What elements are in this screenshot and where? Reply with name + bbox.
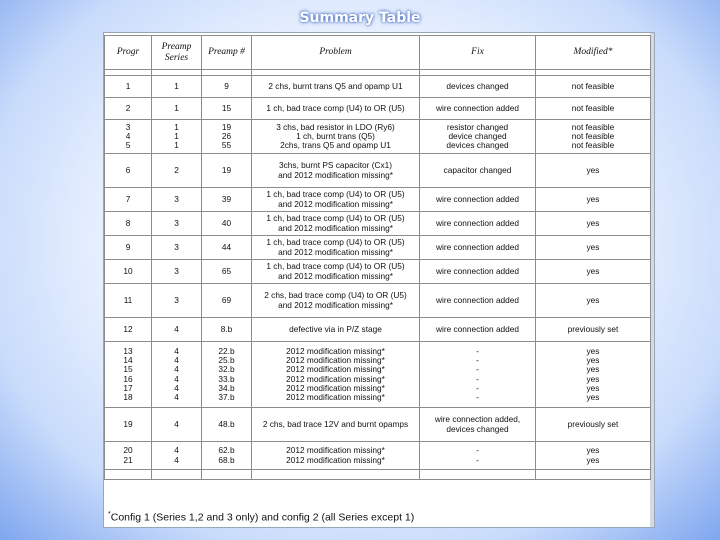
cell-modified (536, 408, 651, 442)
cell-series (152, 342, 202, 408)
cell-problem (252, 442, 420, 470)
table-row (105, 442, 651, 470)
problem-line: 1 ch, bad trace comp (U4) to OR (U5) (266, 189, 405, 200)
progr-line: 7 (125, 193, 131, 204)
modified-line: yes (586, 217, 600, 228)
cell-progr (105, 76, 152, 98)
header-progr: Progr (105, 36, 152, 70)
series-line: 1 (174, 121, 179, 132)
preamp-line: 34.b (218, 382, 235, 393)
table-row (105, 408, 651, 442)
fix-line: wire connection added (435, 294, 520, 305)
cell-modified (536, 98, 651, 120)
problem-line: 2chs, trans Q5 and opamp U1 (280, 140, 391, 151)
modified-line: not feasible (571, 121, 615, 132)
problem-line: 1 ch, bad trace comp (U4) to OR (U5) (266, 102, 405, 113)
fix-line: - (476, 354, 479, 365)
problem-line: and 2012 modification missing* (278, 222, 393, 233)
cell-progr (105, 98, 152, 120)
problem-line: 1 ch, burnt trans (Q5) (296, 130, 375, 141)
cell-preamp (202, 284, 252, 318)
cell-problem (252, 260, 420, 284)
table-row (105, 120, 651, 154)
table-body (105, 70, 651, 480)
problem-line: 2 chs, burnt trans Q5 and opamp U1 (268, 80, 403, 91)
modified-line: yes (586, 193, 600, 204)
header-row (105, 36, 651, 70)
cell-problem (252, 120, 420, 154)
series-line: 4 (174, 345, 179, 356)
fix-line: - (476, 345, 479, 356)
problem-line: 2012 modification missing* (286, 392, 385, 403)
preamp-line: 9 (224, 80, 229, 91)
series-line: 4 (174, 364, 179, 375)
cell-progr (105, 342, 152, 408)
problem-line: 1 ch, bad trace comp (U4) to OR (U5) (266, 237, 405, 248)
preamp-line: 37.b (218, 392, 235, 403)
preamp-line: 25.b (218, 354, 235, 365)
cell-preamp (202, 260, 252, 284)
modified-line: not feasible (571, 130, 615, 141)
cell-preamp (202, 318, 252, 342)
progr-line: 19 (123, 418, 133, 429)
cell-progr (105, 408, 152, 442)
progr-line: 9 (125, 241, 131, 252)
cell-series (152, 260, 202, 284)
cell-progr (105, 212, 152, 236)
series-line: 3 (174, 241, 179, 252)
series-line: 4 (174, 323, 179, 334)
fix-line: - (476, 373, 479, 384)
modified-line: yes (586, 454, 600, 465)
footnote-text: Config 1 (Series 1,2 and 3 only) and config 2 (all Series except 1) (110, 511, 415, 524)
cell-series (152, 76, 202, 98)
series-line: 4 (174, 373, 179, 384)
progr-line: 17 (123, 382, 133, 393)
spacer-cell (152, 470, 202, 480)
series-line: 4 (174, 418, 179, 429)
cell-series (152, 442, 202, 470)
cell-series (152, 408, 202, 442)
series-line: 1 (174, 130, 179, 141)
modified-line: yes (586, 373, 600, 384)
fix-line: resistor changed (446, 121, 509, 132)
table-row (105, 154, 651, 188)
preamp-line: 26 (221, 130, 232, 141)
cell-progr (105, 236, 152, 260)
summary-sheet (103, 32, 655, 528)
problem-line: 2012 modification missing* (286, 373, 385, 384)
series-line: 4 (174, 354, 179, 365)
cell-progr (105, 260, 152, 284)
modified-line: yes (586, 392, 600, 403)
header-preamp-number: Preamp # (202, 36, 252, 70)
footnote-mark: * (108, 511, 111, 518)
preamp-line: 22.b (218, 345, 235, 356)
preamp-line: 8.b (220, 323, 233, 334)
problem-line: defective via in P/Z stage (289, 323, 382, 334)
series-line: 1 (174, 102, 179, 113)
problem-line: 2 chs, bad trace comp (U4) to OR (U5) (264, 290, 407, 301)
header-problem: Problem (252, 36, 420, 70)
fix-line: device changed (448, 130, 507, 141)
cell-preamp (202, 154, 252, 188)
cell-progr (105, 318, 152, 342)
progr-line: 16 (123, 373, 133, 384)
modified-line: yes (586, 345, 600, 356)
problem-line: and 2012 modification missing* (278, 246, 393, 257)
spacer-cell (202, 470, 252, 480)
series-line: 1 (174, 80, 179, 91)
series-line: 4 (174, 382, 179, 393)
series-line: 4 (174, 454, 179, 465)
progr-line: 20 (123, 445, 133, 456)
modified-line: yes (586, 354, 600, 365)
fix-line: wire connection added (435, 265, 520, 276)
cell-preamp (202, 188, 252, 212)
header-modified: Modified* (536, 36, 651, 70)
modified-line: yes (586, 294, 600, 305)
cell-fix (420, 284, 536, 318)
problem-line: 1 ch, bad trace comp (U4) to OR (U5) (266, 261, 405, 272)
preamp-line: 33.b (218, 373, 235, 384)
cell-problem (252, 76, 420, 98)
problem-line: 2012 modification missing* (286, 445, 385, 456)
table-row (105, 342, 651, 408)
cell-modified (536, 76, 651, 98)
cell-modified (536, 154, 651, 188)
cell-modified (536, 318, 651, 342)
problem-line: 3chs, burnt PS capacitor (Cx1) (279, 160, 392, 171)
cell-series (152, 236, 202, 260)
series-line: 3 (174, 217, 179, 228)
header-fix: Fix (420, 36, 536, 70)
series-line: 2 (174, 164, 179, 175)
preamp-line: 55 (221, 140, 232, 151)
fix-line: devices changed (446, 423, 509, 434)
progr-line: 15 (123, 364, 133, 375)
modified-line: previously set (567, 323, 619, 334)
problem-line: and 2012 modification missing* (278, 270, 393, 281)
cell-problem (252, 98, 420, 120)
spacer-row (105, 470, 651, 480)
table-row (105, 212, 651, 236)
progr-line: 2 (125, 102, 131, 113)
problem-line: and 2012 modification missing* (278, 198, 393, 209)
cell-problem (252, 236, 420, 260)
cell-problem (252, 154, 420, 188)
progr-line: 14 (123, 354, 133, 365)
progr-line: 5 (125, 140, 131, 151)
problem-line: 2012 modification missing* (286, 354, 385, 365)
series-line: 3 (174, 265, 179, 276)
cell-modified (536, 188, 651, 212)
fix-line: devices changed (446, 140, 509, 151)
modified-line: yes (586, 445, 600, 456)
fix-line: wire connection added (435, 193, 520, 204)
cell-preamp (202, 442, 252, 470)
cell-preamp (202, 408, 252, 442)
fix-line: - (476, 364, 479, 375)
progr-line: 8 (125, 217, 131, 228)
cell-series (152, 212, 202, 236)
table-row (105, 98, 651, 120)
cell-fix (420, 342, 536, 408)
progr-line: 6 (125, 164, 131, 175)
cell-problem (252, 188, 420, 212)
problem-line: 1 ch, bad trace comp (U4) to OR (U5) (266, 213, 405, 224)
modified-line: previously set (567, 418, 619, 429)
preamp-line: 19 (221, 121, 232, 132)
progr-line: 11 (123, 294, 133, 305)
progr-line: 3 (125, 121, 131, 132)
series-line: 4 (174, 392, 179, 403)
spacer-cell (105, 470, 152, 480)
cell-modified (536, 120, 651, 154)
progr-line: 13 (123, 345, 133, 356)
preamp-line: 44 (221, 241, 232, 252)
cell-fix (420, 154, 536, 188)
fix-line: wire connection added (435, 217, 520, 228)
table-row (105, 318, 651, 342)
fix-line: wire connection added, (434, 414, 521, 425)
fix-line: devices changed (446, 80, 509, 91)
cell-modified (536, 442, 651, 470)
cell-problem (252, 284, 420, 318)
progr-line: 21 (123, 454, 133, 465)
cell-series (152, 154, 202, 188)
cell-progr (105, 188, 152, 212)
problem-line: 2012 modification missing* (286, 345, 385, 356)
series-line: 1 (174, 140, 179, 151)
cell-fix (420, 442, 536, 470)
cell-progr (105, 154, 152, 188)
modified-line: yes (586, 241, 600, 252)
table-row (105, 236, 651, 260)
cell-preamp (202, 76, 252, 98)
preamp-line: 32.b (218, 364, 235, 375)
progr-line: 1 (125, 80, 131, 91)
table-row (105, 76, 651, 98)
cell-fix (420, 120, 536, 154)
table-row (105, 284, 651, 318)
page-title: Summary Table (299, 10, 421, 26)
preamp-line: 40 (221, 217, 232, 228)
cell-series (152, 120, 202, 154)
progr-line: 4 (125, 130, 131, 141)
cell-problem (252, 408, 420, 442)
spacer-cell (420, 470, 536, 480)
preamp-line: 62.b (218, 445, 235, 456)
cell-fix (420, 76, 536, 98)
cell-fix (420, 260, 536, 284)
modified-line: yes (586, 265, 600, 276)
cell-progr (105, 284, 152, 318)
problem-line: 2012 modification missing* (286, 454, 385, 465)
cell-modified (536, 260, 651, 284)
fix-line: - (476, 454, 479, 465)
summary-table (104, 35, 651, 480)
cell-preamp (202, 342, 252, 408)
progr-line: 18 (123, 392, 133, 403)
cell-progr (105, 442, 152, 470)
modified-line: yes (586, 164, 600, 175)
cell-modified (536, 284, 651, 318)
modified-line: not feasible (571, 80, 615, 91)
spacer-cell (252, 470, 420, 480)
table-row (105, 260, 651, 284)
cell-progr (105, 120, 152, 154)
problem-line: 3 chs, bad resistor in LDO (Ry6) (276, 121, 395, 132)
modified-line: not feasible (571, 102, 615, 113)
preamp-line: 15 (221, 102, 232, 113)
fix-line: wire connection added (435, 241, 520, 252)
problem-line: and 2012 modification missing* (278, 299, 393, 310)
cell-fix (420, 188, 536, 212)
fix-line: capacitor changed (443, 164, 512, 175)
footnote (108, 511, 414, 524)
fix-line: wire connection added (435, 102, 520, 113)
preamp-line: 48.b (218, 418, 235, 429)
cell-series (152, 284, 202, 318)
fix-line: wire connection added (435, 323, 520, 334)
preamp-line: 69 (221, 294, 232, 305)
problem-line: 2012 modification missing* (286, 382, 385, 393)
table-row (105, 188, 651, 212)
header-preamp-series: Preamp Series (152, 36, 202, 70)
cell-modified (536, 342, 651, 408)
cell-preamp (202, 120, 252, 154)
problem-line: and 2012 modification missing* (278, 169, 393, 180)
cell-preamp (202, 212, 252, 236)
modified-line: not feasible (571, 140, 615, 151)
modified-line: yes (586, 382, 600, 393)
cell-fix (420, 236, 536, 260)
cell-series (152, 188, 202, 212)
cell-modified (536, 236, 651, 260)
fix-line: - (476, 445, 479, 456)
cell-modified (536, 212, 651, 236)
modified-line: yes (586, 364, 600, 375)
preamp-line: 68.b (218, 454, 235, 465)
preamp-line: 65 (221, 265, 232, 276)
cell-problem (252, 342, 420, 408)
progr-line: 10 (123, 265, 133, 276)
cell-problem (252, 212, 420, 236)
cell-preamp (202, 236, 252, 260)
cell-fix (420, 408, 536, 442)
series-line: 3 (174, 294, 179, 305)
spacer-cell (536, 470, 651, 480)
preamp-line: 39 (221, 193, 232, 204)
cell-fix (420, 98, 536, 120)
series-line: 3 (174, 193, 179, 204)
fix-line: - (476, 392, 479, 403)
problem-line: 2 chs, bad trace 12V and burnt opamps (262, 418, 409, 429)
cell-problem (252, 318, 420, 342)
problem-line: 2012 modification missing* (286, 364, 385, 375)
cell-series (152, 98, 202, 120)
preamp-line: 19 (221, 164, 232, 175)
fix-line: - (476, 382, 479, 393)
progr-line: 12 (123, 323, 133, 334)
series-line: 4 (174, 445, 179, 456)
cell-fix (420, 318, 536, 342)
cell-preamp (202, 98, 252, 120)
cell-series (152, 318, 202, 342)
cell-fix (420, 212, 536, 236)
